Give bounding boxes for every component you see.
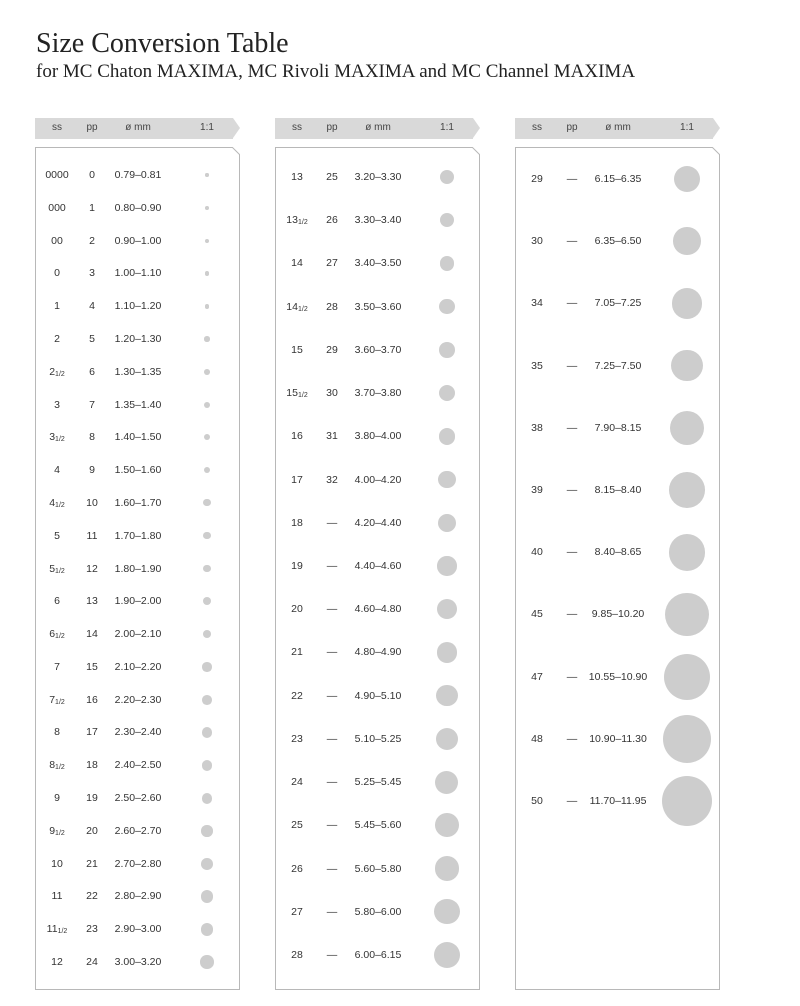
pp-value: 21 bbox=[86, 857, 98, 870]
pp-value: 20 bbox=[86, 824, 98, 837]
ss-value: 50 bbox=[531, 795, 543, 807]
pp-value: 13 bbox=[86, 595, 98, 608]
ss-value: 3 bbox=[54, 398, 60, 411]
pp-value: 2 bbox=[89, 234, 95, 247]
mm-value: 1.20–1.30 bbox=[114, 332, 162, 345]
ss-value: 34 bbox=[531, 297, 543, 310]
size-dot bbox=[205, 173, 208, 176]
pp-value: 27 bbox=[326, 257, 338, 270]
ss-fraction: 1/2 bbox=[297, 392, 308, 400]
pp-value: — bbox=[566, 546, 578, 559]
size-dot bbox=[663, 715, 711, 763]
mm-value: 3.40–3.50 bbox=[354, 257, 402, 270]
mm-value: 2.70–2.80 bbox=[114, 857, 162, 870]
ss-value: 28 bbox=[291, 949, 303, 961]
pp-value: 1 bbox=[89, 201, 95, 214]
header-arrow bbox=[713, 118, 720, 138]
header-ss: ss bbox=[292, 122, 302, 133]
ss-fraction: 1/2 bbox=[55, 436, 65, 444]
ss-value: $7_{1/2}$ bbox=[49, 693, 65, 706]
ss-value: 29 bbox=[531, 173, 543, 185]
mm-value: 8.40–8.65 bbox=[594, 546, 642, 559]
pp-value: — bbox=[326, 905, 338, 918]
mm-value: 2.40–2.50 bbox=[114, 759, 162, 772]
ss-value: $11_{1/2}$ bbox=[46, 923, 68, 936]
ss-fraction: 1/2 bbox=[297, 219, 308, 227]
mm-value: 1.35–1.40 bbox=[114, 398, 162, 411]
mm-value: 4.20–4.40 bbox=[354, 516, 402, 529]
ss-fraction: 1/2 bbox=[55, 698, 65, 706]
pp-value: 6 bbox=[89, 365, 95, 378]
mm-value: 4.40–4.60 bbox=[354, 560, 402, 572]
mm-value: 7.25–7.50 bbox=[594, 359, 642, 372]
size-dot bbox=[205, 271, 210, 276]
pp-value: 11 bbox=[86, 529, 98, 542]
ss-value: 47 bbox=[531, 670, 543, 683]
ss-value: 9 bbox=[54, 792, 60, 805]
mm-value: 6.15–6.35 bbox=[594, 173, 642, 185]
pp-value: 16 bbox=[86, 693, 98, 706]
size-dot bbox=[435, 813, 459, 837]
ss-value: 10 bbox=[51, 857, 63, 870]
pp-value: 23 bbox=[86, 923, 98, 936]
mm-value: 0.90–1.00 bbox=[114, 234, 162, 247]
pp-value: — bbox=[326, 949, 338, 961]
size-dot bbox=[202, 695, 212, 705]
mm-value: 9.85–10.20 bbox=[591, 608, 645, 621]
pp-value: — bbox=[566, 297, 578, 310]
mm-value: 1.80–1.90 bbox=[114, 562, 162, 575]
size-dot bbox=[439, 342, 455, 358]
mm-value: 11.70–11.95 bbox=[589, 795, 647, 807]
size-dot bbox=[439, 299, 454, 314]
ss-value: 26 bbox=[291, 862, 303, 875]
pp-value: 31 bbox=[326, 430, 338, 443]
size-dot bbox=[202, 760, 213, 771]
size-dot bbox=[435, 856, 460, 881]
pp-value: — bbox=[326, 646, 338, 659]
mm-value: 4.00–4.20 bbox=[354, 473, 402, 486]
ss-fraction: 1/2 bbox=[55, 501, 65, 509]
ss-value: 8 bbox=[54, 726, 60, 739]
table-box bbox=[515, 147, 720, 990]
mm-value: 4.80–4.90 bbox=[354, 646, 402, 659]
ss-value: 35 bbox=[531, 359, 543, 372]
mm-value: 2.20–2.30 bbox=[114, 693, 162, 706]
pp-value: — bbox=[566, 173, 578, 185]
pp-value: — bbox=[326, 689, 338, 702]
table-box bbox=[35, 147, 240, 990]
column-header bbox=[35, 118, 233, 139]
pp-value: 19 bbox=[86, 792, 98, 805]
size-dot bbox=[203, 499, 210, 506]
ss-value: 17 bbox=[291, 473, 303, 486]
pp-value: 18 bbox=[86, 759, 98, 772]
ss-value: 25 bbox=[291, 819, 303, 832]
ss-value: 27 bbox=[291, 905, 303, 918]
size-dot bbox=[439, 428, 456, 445]
ss-value: 1 bbox=[54, 300, 60, 313]
mm-value: 3.70–3.80 bbox=[354, 387, 402, 400]
header-ss: ss bbox=[52, 122, 62, 133]
ss-value: 30 bbox=[531, 235, 543, 248]
mm-value: 7.05–7.25 bbox=[594, 297, 642, 310]
size-dot bbox=[205, 239, 209, 243]
pp-value: 10 bbox=[86, 496, 98, 509]
size-dot bbox=[437, 556, 456, 575]
size-dot bbox=[436, 685, 458, 707]
mm-value: 5.45–5.60 bbox=[354, 819, 402, 832]
size-dot bbox=[201, 858, 213, 870]
mm-value: 3.30–3.40 bbox=[354, 214, 402, 227]
pp-value: 0 bbox=[89, 169, 95, 181]
size-dot bbox=[440, 256, 455, 271]
ss-fraction: 1/2 bbox=[55, 764, 65, 772]
size-dot bbox=[204, 369, 210, 375]
mm-value: 6.35–6.50 bbox=[594, 235, 642, 248]
size-dot bbox=[673, 227, 701, 255]
mm-value: 5.80–6.00 bbox=[354, 905, 402, 918]
mm-value: 7.90–8.15 bbox=[594, 421, 642, 434]
pp-value: — bbox=[326, 732, 338, 745]
pp-value: — bbox=[566, 359, 578, 372]
header-arrow bbox=[233, 118, 240, 138]
column-header bbox=[515, 118, 713, 139]
mm-value: 10.55–10.90 bbox=[588, 670, 648, 683]
size-dot bbox=[436, 728, 458, 750]
mm-value: 3.60–3.70 bbox=[354, 343, 402, 356]
ss-fraction: 1/2 bbox=[55, 829, 65, 837]
ss-value: $13_{1/2}$ bbox=[286, 214, 308, 227]
pp-value: 30 bbox=[326, 387, 338, 400]
header-ss: ss bbox=[532, 122, 542, 133]
mm-value: 2.10–2.20 bbox=[114, 660, 162, 673]
ss-value: 12 bbox=[51, 956, 63, 968]
ss-value: 13 bbox=[291, 171, 303, 183]
pp-value: — bbox=[566, 608, 578, 621]
size-dot bbox=[434, 942, 460, 968]
size-dot bbox=[669, 472, 705, 508]
pp-value: — bbox=[566, 484, 578, 496]
ss-value: 48 bbox=[531, 732, 543, 745]
header-pp: pp bbox=[86, 122, 98, 133]
header-scale: 1:1 bbox=[440, 122, 454, 133]
ss-value: 000 bbox=[48, 201, 66, 214]
ss-value: 45 bbox=[531, 608, 543, 621]
size-dot bbox=[438, 471, 456, 489]
mm-value: 1.00–1.10 bbox=[114, 267, 162, 280]
table-column-3 bbox=[515, 118, 720, 990]
mm-value: 1.70–1.80 bbox=[114, 529, 162, 542]
mm-value: 8.15–8.40 bbox=[594, 484, 642, 496]
header-mm: ø mm bbox=[125, 122, 151, 133]
pp-value: — bbox=[326, 776, 338, 789]
ss-value: 23 bbox=[291, 732, 303, 745]
ss-value: 39 bbox=[531, 484, 543, 496]
ss-value: 24 bbox=[291, 776, 303, 789]
mm-value: 1.30–1.35 bbox=[114, 365, 162, 378]
mm-value: 5.60–5.80 bbox=[354, 862, 402, 875]
mm-value: 1.90–2.00 bbox=[114, 595, 162, 608]
size-dot bbox=[205, 304, 210, 309]
size-dot bbox=[204, 402, 210, 408]
ss-value: 00 bbox=[51, 234, 63, 247]
ss-value: $5_{1/2}$ bbox=[49, 562, 65, 575]
size-dot bbox=[669, 534, 706, 571]
table-column-1 bbox=[35, 118, 240, 990]
size-dot bbox=[665, 593, 708, 636]
ss-fraction: 1/2 bbox=[297, 305, 308, 313]
size-dot bbox=[672, 288, 703, 319]
ss-value: 38 bbox=[531, 421, 543, 434]
ss-fraction: 1/2 bbox=[55, 370, 65, 378]
mm-value: 2.90–3.00 bbox=[114, 923, 162, 936]
header-mm: ø mm bbox=[365, 122, 391, 133]
pp-value: 9 bbox=[89, 464, 95, 477]
pp-value: 17 bbox=[86, 726, 98, 739]
mm-value: 3.50–3.60 bbox=[354, 300, 402, 313]
pp-value: — bbox=[566, 235, 578, 248]
ss-value: 11 bbox=[51, 890, 63, 903]
ss-value: $2_{1/2}$ bbox=[49, 365, 65, 378]
ss-value: 6 bbox=[54, 595, 60, 608]
ss-value: 2 bbox=[54, 332, 60, 345]
ss-value: $9_{1/2}$ bbox=[49, 824, 65, 837]
header-pp: pp bbox=[566, 122, 578, 133]
pp-value: 24 bbox=[86, 956, 98, 968]
ss-fraction: 1/2 bbox=[57, 928, 68, 936]
size-dot bbox=[200, 955, 213, 968]
header-pp: pp bbox=[326, 122, 338, 133]
pp-value: — bbox=[566, 795, 578, 807]
mm-value: 10.90–11.30 bbox=[589, 732, 647, 745]
mm-value: 1.60–1.70 bbox=[114, 496, 162, 509]
pp-value: 28 bbox=[326, 300, 338, 313]
pp-value: 32 bbox=[326, 473, 338, 486]
size-dot bbox=[435, 771, 458, 794]
ss-value: 22 bbox=[291, 689, 303, 702]
pp-value: 4 bbox=[89, 300, 95, 313]
ss-value: 14 bbox=[291, 257, 303, 270]
pp-value: 15 bbox=[86, 660, 98, 673]
ss-value: 16 bbox=[291, 430, 303, 443]
ss-value: 19 bbox=[291, 560, 303, 572]
ss-value: $8_{1/2}$ bbox=[49, 759, 65, 772]
mm-value: 6.00–6.15 bbox=[354, 949, 402, 961]
ss-value: $6_{1/2}$ bbox=[49, 628, 65, 641]
pp-value: — bbox=[326, 862, 338, 875]
pp-value: 7 bbox=[89, 398, 95, 411]
size-dot bbox=[201, 825, 212, 836]
pp-value: 25 bbox=[326, 171, 338, 183]
page-subtitle: for MC Chaton MAXIMA, MC Rivoli MAXIMA and MC Channel MAXIMA bbox=[36, 61, 636, 82]
ss-value: 7 bbox=[54, 660, 60, 673]
mm-value: 0.80–0.90 bbox=[114, 201, 162, 214]
size-dot bbox=[434, 899, 459, 924]
mm-value: 1.50–1.60 bbox=[114, 464, 162, 477]
pp-value: 5 bbox=[89, 332, 95, 345]
size-dot bbox=[204, 336, 209, 341]
ss-value: 18 bbox=[291, 516, 303, 529]
ss-fraction: 1/2 bbox=[55, 633, 65, 641]
mm-value: 4.90–5.10 bbox=[354, 689, 402, 702]
table-box bbox=[275, 147, 480, 990]
size-dot bbox=[664, 654, 710, 700]
header-scale: 1:1 bbox=[200, 122, 214, 133]
mm-value: 5.25–5.45 bbox=[354, 776, 402, 789]
mm-value: 2.60–2.70 bbox=[114, 824, 162, 837]
pp-value: 14 bbox=[86, 628, 98, 641]
mm-value: 3.00–3.20 bbox=[114, 956, 162, 968]
ss-value: 40 bbox=[531, 546, 543, 559]
mm-value: 0.79–0.81 bbox=[114, 169, 162, 181]
mm-value: 5.10–5.25 bbox=[354, 732, 402, 745]
ss-value: 0 bbox=[54, 267, 60, 280]
header-mm: ø mm bbox=[605, 122, 631, 133]
pp-value: 29 bbox=[326, 343, 338, 356]
size-dot bbox=[440, 170, 454, 184]
mm-value: 2.80–2.90 bbox=[114, 890, 162, 903]
ss-value: 4 bbox=[54, 464, 60, 477]
ss-value: $14_{1/2}$ bbox=[286, 300, 308, 313]
pp-value: — bbox=[326, 516, 338, 529]
size-dot bbox=[202, 727, 212, 737]
pp-value: 22 bbox=[86, 890, 98, 903]
pp-value: — bbox=[566, 670, 578, 683]
size-dot bbox=[438, 514, 456, 532]
ss-value: 0000 bbox=[45, 169, 69, 181]
ss-value: 21 bbox=[291, 646, 303, 659]
size-dot bbox=[437, 642, 458, 663]
pp-value: 26 bbox=[326, 214, 338, 227]
size-dot bbox=[670, 411, 705, 446]
header-arrow bbox=[473, 118, 480, 138]
mm-value: 3.80–4.00 bbox=[354, 430, 402, 443]
pp-value: — bbox=[566, 421, 578, 434]
mm-value: 2.50–2.60 bbox=[114, 792, 162, 805]
pp-value: — bbox=[326, 819, 338, 832]
mm-value: 2.00–2.10 bbox=[114, 628, 162, 641]
mm-value: 3.20–3.30 bbox=[354, 171, 402, 183]
header-scale: 1:1 bbox=[680, 122, 694, 133]
pp-value: 8 bbox=[89, 431, 95, 444]
pp-value: — bbox=[326, 560, 338, 572]
page-title: Size Conversion Table bbox=[36, 28, 289, 59]
pp-value: 12 bbox=[86, 562, 98, 575]
size-dot bbox=[205, 206, 209, 210]
ss-value: $4_{1/2}$ bbox=[49, 496, 65, 509]
size-dot bbox=[671, 350, 703, 382]
mm-value: 1.10–1.20 bbox=[114, 300, 162, 313]
ss-value: $3_{1/2}$ bbox=[49, 431, 65, 444]
pp-value: — bbox=[326, 603, 338, 616]
table-column-2 bbox=[275, 118, 480, 990]
pp-value: — bbox=[566, 732, 578, 745]
ss-value: 15 bbox=[291, 343, 303, 356]
ss-fraction: 1/2 bbox=[55, 567, 65, 575]
ss-value: 20 bbox=[291, 603, 303, 616]
ss-value: $15_{1/2}$ bbox=[286, 387, 308, 400]
size-dot bbox=[202, 662, 211, 671]
mm-value: 4.60–4.80 bbox=[354, 603, 402, 616]
size-dot bbox=[201, 890, 213, 902]
size-dot bbox=[201, 923, 214, 936]
column-header bbox=[275, 118, 473, 139]
size-dot bbox=[202, 793, 213, 804]
mm-value: 2.30–2.40 bbox=[114, 726, 162, 739]
mm-value: 1.40–1.50 bbox=[114, 431, 162, 444]
pp-value: 3 bbox=[89, 267, 95, 280]
ss-value: 5 bbox=[54, 529, 60, 542]
